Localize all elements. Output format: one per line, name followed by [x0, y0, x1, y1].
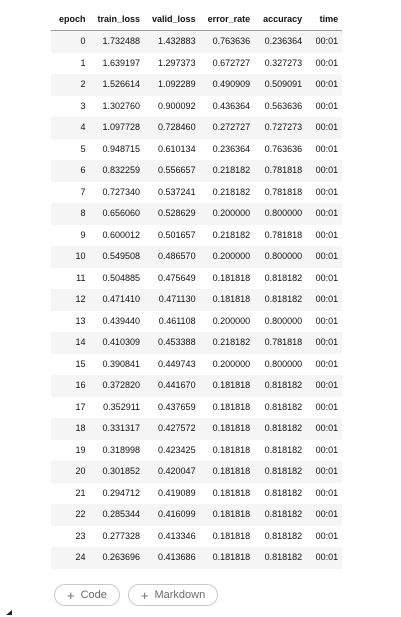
table-header [51, 8, 342, 31]
cell-valid-loss: 0.900092 [144, 96, 200, 118]
cell-valid-loss: 0.528629 [144, 203, 200, 225]
cell-time: 00:01 [306, 160, 342, 182]
cell-valid-loss: 1.092289 [144, 74, 200, 96]
cell-time: 00:01 [306, 96, 342, 118]
cell-valid-loss: 0.413346 [144, 526, 200, 548]
cell-accuracy: 0.818182 [254, 268, 306, 290]
table-row [51, 311, 342, 333]
cell-valid-loss: 0.437659 [144, 397, 200, 419]
cell-epoch: 5 [51, 139, 90, 161]
cell-valid-loss: 0.427572 [144, 418, 200, 440]
cell-error-rate: 0.181818 [200, 397, 255, 419]
cell-epoch: 9 [51, 225, 90, 247]
table-row [51, 203, 342, 225]
cell-time: 00:01 [306, 418, 342, 440]
table-row [51, 139, 342, 161]
add-code-cell-button[interactable] [54, 584, 120, 606]
cell-accuracy: 0.800000 [254, 246, 306, 268]
cell-epoch: 10 [51, 246, 90, 268]
cell-epoch: 6 [51, 160, 90, 182]
cell-train-loss: 0.372820 [90, 375, 145, 397]
cell-train-loss: 0.504885 [90, 268, 145, 290]
cell-valid-loss: 1.297373 [144, 53, 200, 75]
cell-epoch: 23 [51, 526, 90, 548]
cell-accuracy: 0.818182 [254, 289, 306, 311]
cell-valid-loss: 0.449743 [144, 354, 200, 376]
cell-valid-loss: 0.413686 [144, 547, 200, 569]
cell-error-rate: 0.181818 [200, 547, 255, 569]
cell-accuracy: 0.727273 [254, 117, 306, 139]
add-markdown-cell-button[interactable] [128, 584, 218, 606]
cell-error-rate: 0.181818 [200, 440, 255, 462]
cell-error-rate: 0.436364 [200, 96, 255, 118]
cell-epoch: 21 [51, 483, 90, 505]
cell-error-rate: 0.218182 [200, 225, 255, 247]
cell-accuracy: 0.818182 [254, 397, 306, 419]
cell-valid-loss: 0.419089 [144, 483, 200, 505]
cell-error-rate: 0.218182 [200, 332, 255, 354]
cell-accuracy: 0.818182 [254, 440, 306, 462]
cell-error-rate: 0.672727 [200, 53, 255, 75]
cell-train-loss: 0.410309 [90, 332, 145, 354]
table-row [51, 96, 342, 118]
cell-error-rate: 0.181818 [200, 418, 255, 440]
table-row [51, 246, 342, 268]
cell-time: 00:01 [306, 526, 342, 548]
cell-time: 00:01 [306, 461, 342, 483]
cell-error-rate: 0.181818 [200, 461, 255, 483]
table-row [51, 483, 342, 505]
cell-epoch: 0 [51, 31, 90, 53]
cell-accuracy: 0.781818 [254, 160, 306, 182]
header-error-rate: error_rate [200, 8, 255, 31]
cell-time: 00:01 [306, 504, 342, 526]
cell-train-loss: 0.727340 [90, 182, 145, 204]
cell-epoch: 8 [51, 203, 90, 225]
cell-accuracy: 0.818182 [254, 461, 306, 483]
cell-error-rate: 0.272727 [200, 117, 255, 139]
cell-train-loss: 1.732488 [90, 31, 145, 53]
add-code-label: Code [80, 589, 107, 601]
cell-train-loss: 0.301852 [90, 461, 145, 483]
cell-error-rate: 0.490909 [200, 74, 255, 96]
cell-time: 00:01 [306, 332, 342, 354]
header-epoch: epoch [51, 8, 90, 31]
cell-accuracy: 0.763636 [254, 139, 306, 161]
cell-time: 00:01 [306, 397, 342, 419]
cell-accuracy: 0.236364 [254, 31, 306, 53]
cell-accuracy: 0.818182 [254, 375, 306, 397]
cell-valid-loss: 0.501657 [144, 225, 200, 247]
cell-accuracy: 0.563636 [254, 96, 306, 118]
cell-time: 00:01 [306, 246, 342, 268]
cell-time: 00:01 [306, 203, 342, 225]
cell-epoch: 4 [51, 117, 90, 139]
cell-time: 00:01 [306, 354, 342, 376]
cell-valid-loss: 0.475649 [144, 268, 200, 290]
header-valid-loss: valid_loss [144, 8, 200, 31]
cell-train-loss: 0.277328 [90, 526, 145, 548]
table-row [51, 289, 342, 311]
training-results-table [51, 8, 342, 569]
cell-valid-loss: 0.537241 [144, 182, 200, 204]
cell-train-loss: 0.285344 [90, 504, 145, 526]
plus-icon: + [67, 587, 75, 603]
cell-time: 00:01 [306, 139, 342, 161]
table-row [51, 461, 342, 483]
cell-error-rate: 0.763636 [200, 31, 255, 53]
cell-epoch: 17 [51, 397, 90, 419]
table-row [51, 354, 342, 376]
cell-train-loss: 0.331317 [90, 418, 145, 440]
cell-error-rate: 0.218182 [200, 182, 255, 204]
cell-epoch: 19 [51, 440, 90, 462]
table-row [51, 74, 342, 96]
table-row [51, 504, 342, 526]
cell-time: 00:01 [306, 74, 342, 96]
cell-accuracy: 0.781818 [254, 182, 306, 204]
cell-accuracy: 0.818182 [254, 547, 306, 569]
cell-train-loss: 0.352911 [90, 397, 145, 419]
cell-accuracy: 0.818182 [254, 504, 306, 526]
header-accuracy: accuracy [254, 8, 306, 31]
cell-error-rate: 0.181818 [200, 289, 255, 311]
cell-error-rate: 0.200000 [200, 354, 255, 376]
cell-time: 00:01 [306, 31, 342, 53]
cell-error-rate: 0.236364 [200, 139, 255, 161]
cell-accuracy: 0.800000 [254, 354, 306, 376]
cell-train-loss: 0.294712 [90, 483, 145, 505]
table-row [51, 117, 342, 139]
cell-error-rate: 0.181818 [200, 375, 255, 397]
cell-time: 00:01 [306, 547, 342, 569]
cell-accuracy: 0.781818 [254, 332, 306, 354]
header-row [51, 8, 342, 31]
cell-valid-loss: 0.471130 [144, 289, 200, 311]
cell-epoch: 3 [51, 96, 90, 118]
cell-epoch: 1 [51, 53, 90, 75]
plus-icon: + [140, 587, 149, 603]
cell-train-loss: 0.948715 [90, 139, 145, 161]
table-row [51, 31, 342, 53]
cell-epoch: 15 [51, 354, 90, 376]
cell-train-loss: 1.526614 [90, 74, 145, 96]
cell-time: 00:01 [306, 440, 342, 462]
table-row [51, 418, 342, 440]
cell-train-loss: 0.832259 [90, 160, 145, 182]
table-row [51, 53, 342, 75]
cell-train-loss: 0.390841 [90, 354, 145, 376]
cell-valid-loss: 0.423425 [144, 440, 200, 462]
cell-train-loss: 0.471410 [90, 289, 145, 311]
table-row [51, 375, 342, 397]
cell-epoch: 16 [51, 375, 90, 397]
cell-accuracy: 0.800000 [254, 203, 306, 225]
table-row [51, 547, 342, 569]
cell-valid-loss: 0.728460 [144, 117, 200, 139]
cell-valid-loss: 0.486570 [144, 246, 200, 268]
cell-time: 00:01 [306, 289, 342, 311]
resize-handle-icon[interactable] [6, 610, 12, 615]
cell-train-loss: 0.318998 [90, 440, 145, 462]
cell-error-rate: 0.200000 [200, 311, 255, 333]
table-row [51, 160, 342, 182]
cell-accuracy: 0.818182 [254, 526, 306, 548]
cell-time: 00:01 [306, 375, 342, 397]
cell-valid-loss: 0.441670 [144, 375, 200, 397]
cell-time: 00:01 [306, 53, 342, 75]
table-row [51, 526, 342, 548]
table-row [51, 225, 342, 247]
cell-train-loss: 0.549508 [90, 246, 145, 268]
cell-valid-loss: 1.432883 [144, 31, 200, 53]
cell-epoch: 20 [51, 461, 90, 483]
table-row [51, 268, 342, 290]
add-cell-toolbar [54, 584, 218, 606]
cell-valid-loss: 0.453388 [144, 332, 200, 354]
cell-train-loss: 1.639197 [90, 53, 145, 75]
cell-epoch: 18 [51, 418, 90, 440]
cell-accuracy: 0.781818 [254, 225, 306, 247]
table-row [51, 440, 342, 462]
cell-epoch: 13 [51, 311, 90, 333]
cell-error-rate: 0.181818 [200, 504, 255, 526]
add-markdown-label: Markdown [154, 589, 206, 601]
cell-error-rate: 0.200000 [200, 246, 255, 268]
cell-valid-loss: 0.610134 [144, 139, 200, 161]
table-row [51, 332, 342, 354]
cell-train-loss: 1.097728 [90, 117, 145, 139]
cell-valid-loss: 0.461108 [144, 311, 200, 333]
cell-accuracy: 0.818182 [254, 483, 306, 505]
header-train-loss: train_loss [90, 8, 145, 31]
cell-train-loss: 0.600012 [90, 225, 145, 247]
cell-time: 00:01 [306, 225, 342, 247]
cell-epoch: 14 [51, 332, 90, 354]
cell-error-rate: 0.181818 [200, 526, 255, 548]
cell-train-loss: 0.439440 [90, 311, 145, 333]
cell-time: 00:01 [306, 268, 342, 290]
cell-epoch: 24 [51, 547, 90, 569]
cell-epoch: 7 [51, 182, 90, 204]
cell-train-loss: 0.263696 [90, 547, 145, 569]
table-body [51, 31, 342, 569]
cell-accuracy: 0.327273 [254, 53, 306, 75]
cell-train-loss: 1.302760 [90, 96, 145, 118]
cell-time: 00:01 [306, 182, 342, 204]
cell-error-rate: 0.218182 [200, 160, 255, 182]
cell-error-rate: 0.200000 [200, 203, 255, 225]
cell-train-loss: 0.656060 [90, 203, 145, 225]
cell-accuracy: 0.509091 [254, 74, 306, 96]
cell-epoch: 12 [51, 289, 90, 311]
cell-accuracy: 0.818182 [254, 418, 306, 440]
cell-epoch: 11 [51, 268, 90, 290]
table-row [51, 182, 342, 204]
cell-valid-loss: 0.416099 [144, 504, 200, 526]
cell-epoch: 2 [51, 74, 90, 96]
header-time: time [306, 8, 342, 31]
cell-time: 00:01 [306, 483, 342, 505]
cell-error-rate: 0.181818 [200, 268, 255, 290]
cell-accuracy: 0.800000 [254, 311, 306, 333]
cell-valid-loss: 0.556657 [144, 160, 200, 182]
cell-time: 00:01 [306, 311, 342, 333]
cell-valid-loss: 0.420047 [144, 461, 200, 483]
cell-epoch: 22 [51, 504, 90, 526]
cell-error-rate: 0.181818 [200, 483, 255, 505]
cell-time: 00:01 [306, 117, 342, 139]
table-row [51, 397, 342, 419]
